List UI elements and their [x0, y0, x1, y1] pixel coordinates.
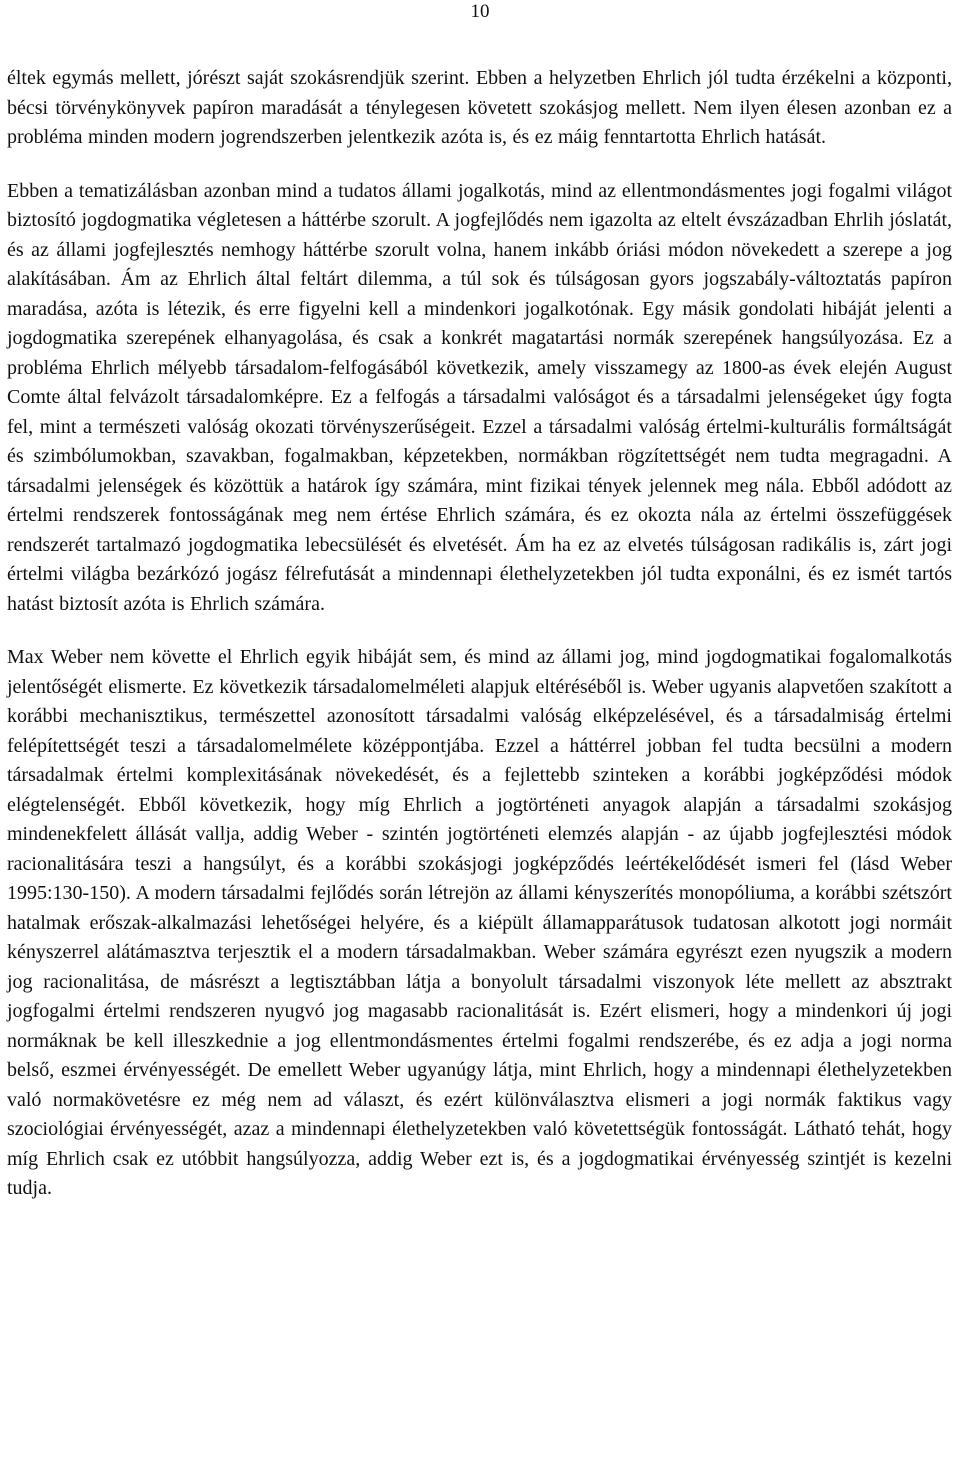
paragraph-ehrlich-critique: Ebben a tematizálásban azonban mind a tudatos állami jogalkotás, mind az ellentmondásmentes jogi fogalmi világot biztosító jogdogmatika végletesen a háttérbe szorult. A jogfejlődés nem igazolta az eltelt évszázadban Ehrlih jóslatát, és az állami jogfejlesztés nemhogy háttérbe szorult volna, hanem inkább óriási módon növekedett a szerepe a jog alakításában. Ám az Ehrlich által feltárt dilemma, a túl sok és túlságosan gyors jogszabály-változtatás papíron maradása, azóta is létezik, és erre figyelni kell a mindenkori jogalkotónak. Egy másik gondolati hibáját jelenti a jogdogmatika szerepének elhanyagolása, és csak a konkrét magatartási normák szerepének hangsúlyozása. Ez a probléma Ehrlich mélyebb társadalom-felfogásából következik, amely visszamegy az 1800-as évek elején August Comte által felvázolt társadalomképre. Ez a felfogás a társadalmi valóságot és a társadalmi jelenségeket úgy fogta fel, mint a természeti valóság okozati törvényszerűségeit. Ezzel a társadalmi valóság értelmi-kulturális formáltságát és szimbólumokban, szavakban, fogalmakban, képzetekben, normákban rögzítettségét nem tudta megragadni. A társadalmi jelenségek és közöttük a határok így számára, mint fizikai tények jelennek meg nála. Ebből adódott az értelmi rendszerek fontosságának meg nem értése Ehrlich számára, és ez okozta nála az értelmi összefüggések rendszerét tartalmazó jogdogmatika lebecsülését és elvetését. Ám ha ez az elvetés túlságosan radikális is, zárt jogi értelmi világba bezárkózó jogász félrefutását a mindennapi élethelyzetekben jól tudta exponálni, és ez ismét tartós hatást biztosít azóta is Ehrlich számára. [7, 179, 952, 615]
paragraph-ehrlich-context: éltek egymás mellett, jórészt saját szokásrendjük szerint. Ebben a helyzetben Ehrlich jól tudta érzékelni a központi, bécsi törvénykönyvek papíron maradását a ténylegesen követett szokásjog mellett. Nem ilyen élesen azonban ez a probléma minden modern jogrendszerben jelentkezik azóta is, és ez máig fenntartotta Ehrlich hatását. [7, 67, 952, 148]
document-body [7, 64, 952, 1204]
page-number: 10 [470, 1, 490, 22]
paragraph-weber: Max Weber nem követte el Ehrlich egyik hibáját sem, és mind az állami jog, mind jogdogmatikai fogalomalkotás jelentőségét elismerte. Ez következik társadalomelméleti alapjuk eltéréséből is. Weber ugyanis alapvetően szakított a korábbi mechanisztikus, természettel azonosított társadalmi valóság elképzelésével, és a társadalmiság értelmi felépítettségét teszi a társadalomelmélete középpontjába. Ezzel a háttérrel jobban fel tudta becsülni a modern társadalmak értelmi komplexitásának növekedését, és a fejlettebb szinteken a korábbi jogképződési módok elégtelenségét. Ebből következik, hogy míg Ehrlich a jogtörténeti anyagok alapján a társadalmi szokásjog mindenekfelett állását vallja, addig Weber - szintén jogtörténeti elemzés alapján - az újabb jogfejlesztési módok racionalitására teszi a hangsúlyt, és a korábbi szokásjogi jogképződés leértékelődését ismeri fel (lásd Weber 1995:130-150). A modern társadalmi fejlődés során létrejön az állami kényszerítés monopóliuma, a korábbi szétszórt hatalmak erőszak-alkalmazási lehetőségei helyére, és a kiépült államapparátusok tudatosan alkotott jogi normáit kényszerrel alátámasztva terjesztik el a modern társadalmakban. Weber számára egyrészt ezen nyugszik a modern jog racionalitása, de másrészt a legtisztábban látja a bonyolult társadalmi viszonyok léte mellett az absztrakt jogfogalmi értelmi rendszeren nyugvó jog magasabb racionalitását is. Ezért elismeri, hogy a mindenkori új jogi normáknak be kell illeszkednie a jog ellentmondásmentes értelmi fogalmi rendszerébe, és ez adja a jogi norma belső, eszmei érvényességét. De emellett Weber ugyanúgy látja, mint Ehrlich, hogy a mindennapi élethelyzetekben való normakövetésre ez még nem ad választ, és ezért különválasztva elismeri a jogi normák faktikus vagy szociológiai érvényességét, azaz a mindennapi élethelyzetekben való követettségük fontosságát. Látható tehát, hogy míg Ehrlich csak ez utóbbit hangsúlyozza, addig Weber ezt is, és a jogdogmatikai érvényesség szintjét is kezelni tudja. [7, 646, 952, 1199]
